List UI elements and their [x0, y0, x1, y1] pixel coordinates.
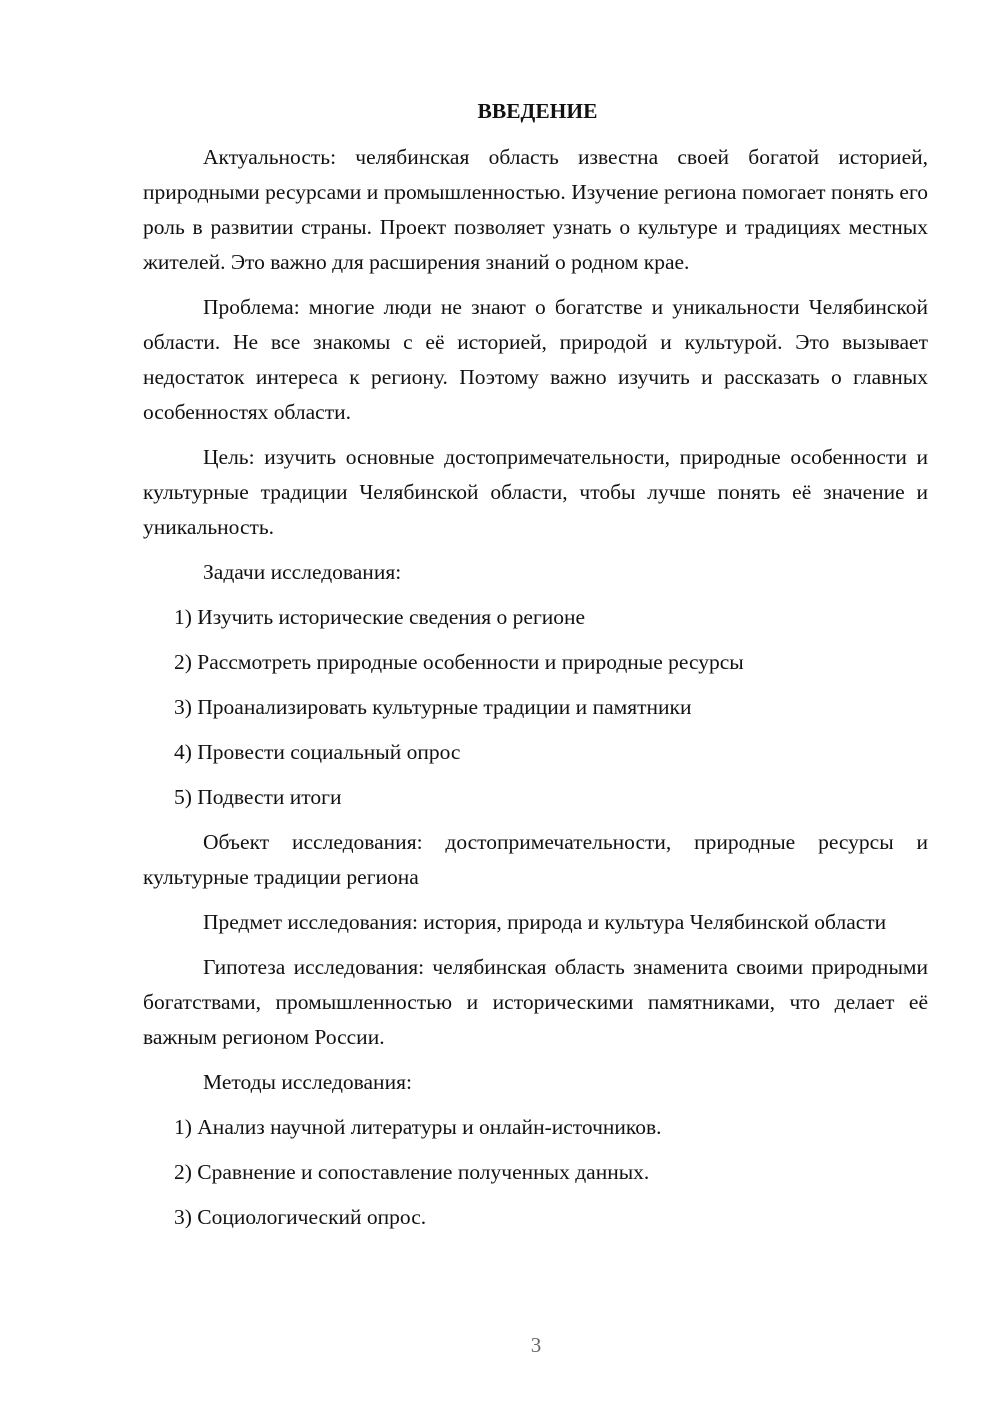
section-title: ВВЕДЕНИЕ [477, 99, 598, 123]
list-item: 2) Рассмотреть природные особенности и природные ресурсы [174, 650, 744, 674]
goal-paragraph: Цель: изучить основные достопримечательности, природные особенности и культурные традиции Челябинской области, чтобы лучше понять её значение и уникальность. [143, 445, 928, 539]
page-content [143, 96, 928, 1245]
subject-paragraph: Предмет исследования: история, природа и культура Челябинской области [203, 910, 887, 934]
list-item: 2) Сравнение и сопоставление полученных данных. [174, 1160, 650, 1184]
list-item: 3) Проанализировать культурные традиции и памятники [174, 695, 692, 719]
methods-list [143, 1110, 928, 1235]
hypothesis-paragraph: Гипотеза исследования: челябинская область знаменита своими природными богатствами, промышленностью и историческими памятниками, что делает её важным регионом России. [143, 955, 928, 1049]
tasks-list [143, 600, 928, 815]
list-item: 1) Анализ научной литературы и онлайн-источников. [174, 1115, 662, 1139]
object-paragraph: Объект исследования: достопримечательности, природные ресурсы и культурные традиции региона [143, 830, 928, 889]
page-number: 3 [530, 1333, 542, 1357]
relevance-paragraph: Актуальность: челябинская область известна своей богатой историей, природными ресурсами и промышленностью. Изучение региона помогает понять его роль в развитии страны. Проект позволяет узнать о культуре и традициях местных жителей. Это важно для расширения знаний о родном крае. [143, 145, 928, 274]
list-item: 5) Подвести итоги [174, 785, 342, 809]
problem-paragraph: Проблема: многие люди не знают о богатстве и уникальности Челябинской области. Не все знакомы с её историей, природой и культурой. Это вызывает недостаток интереса к региону. Поэтому важно изучить и рассказать о главных особенностях области. [143, 295, 928, 424]
tasks-heading: Задачи исследования: [203, 560, 402, 584]
list-item: 4) Провести социальный опрос [174, 740, 461, 764]
list-item: 3) Социологический опрос. [174, 1205, 427, 1229]
list-item: 1) Изучить исторические сведения о регионе [174, 605, 586, 629]
methods-heading: Методы исследования: [203, 1070, 412, 1094]
